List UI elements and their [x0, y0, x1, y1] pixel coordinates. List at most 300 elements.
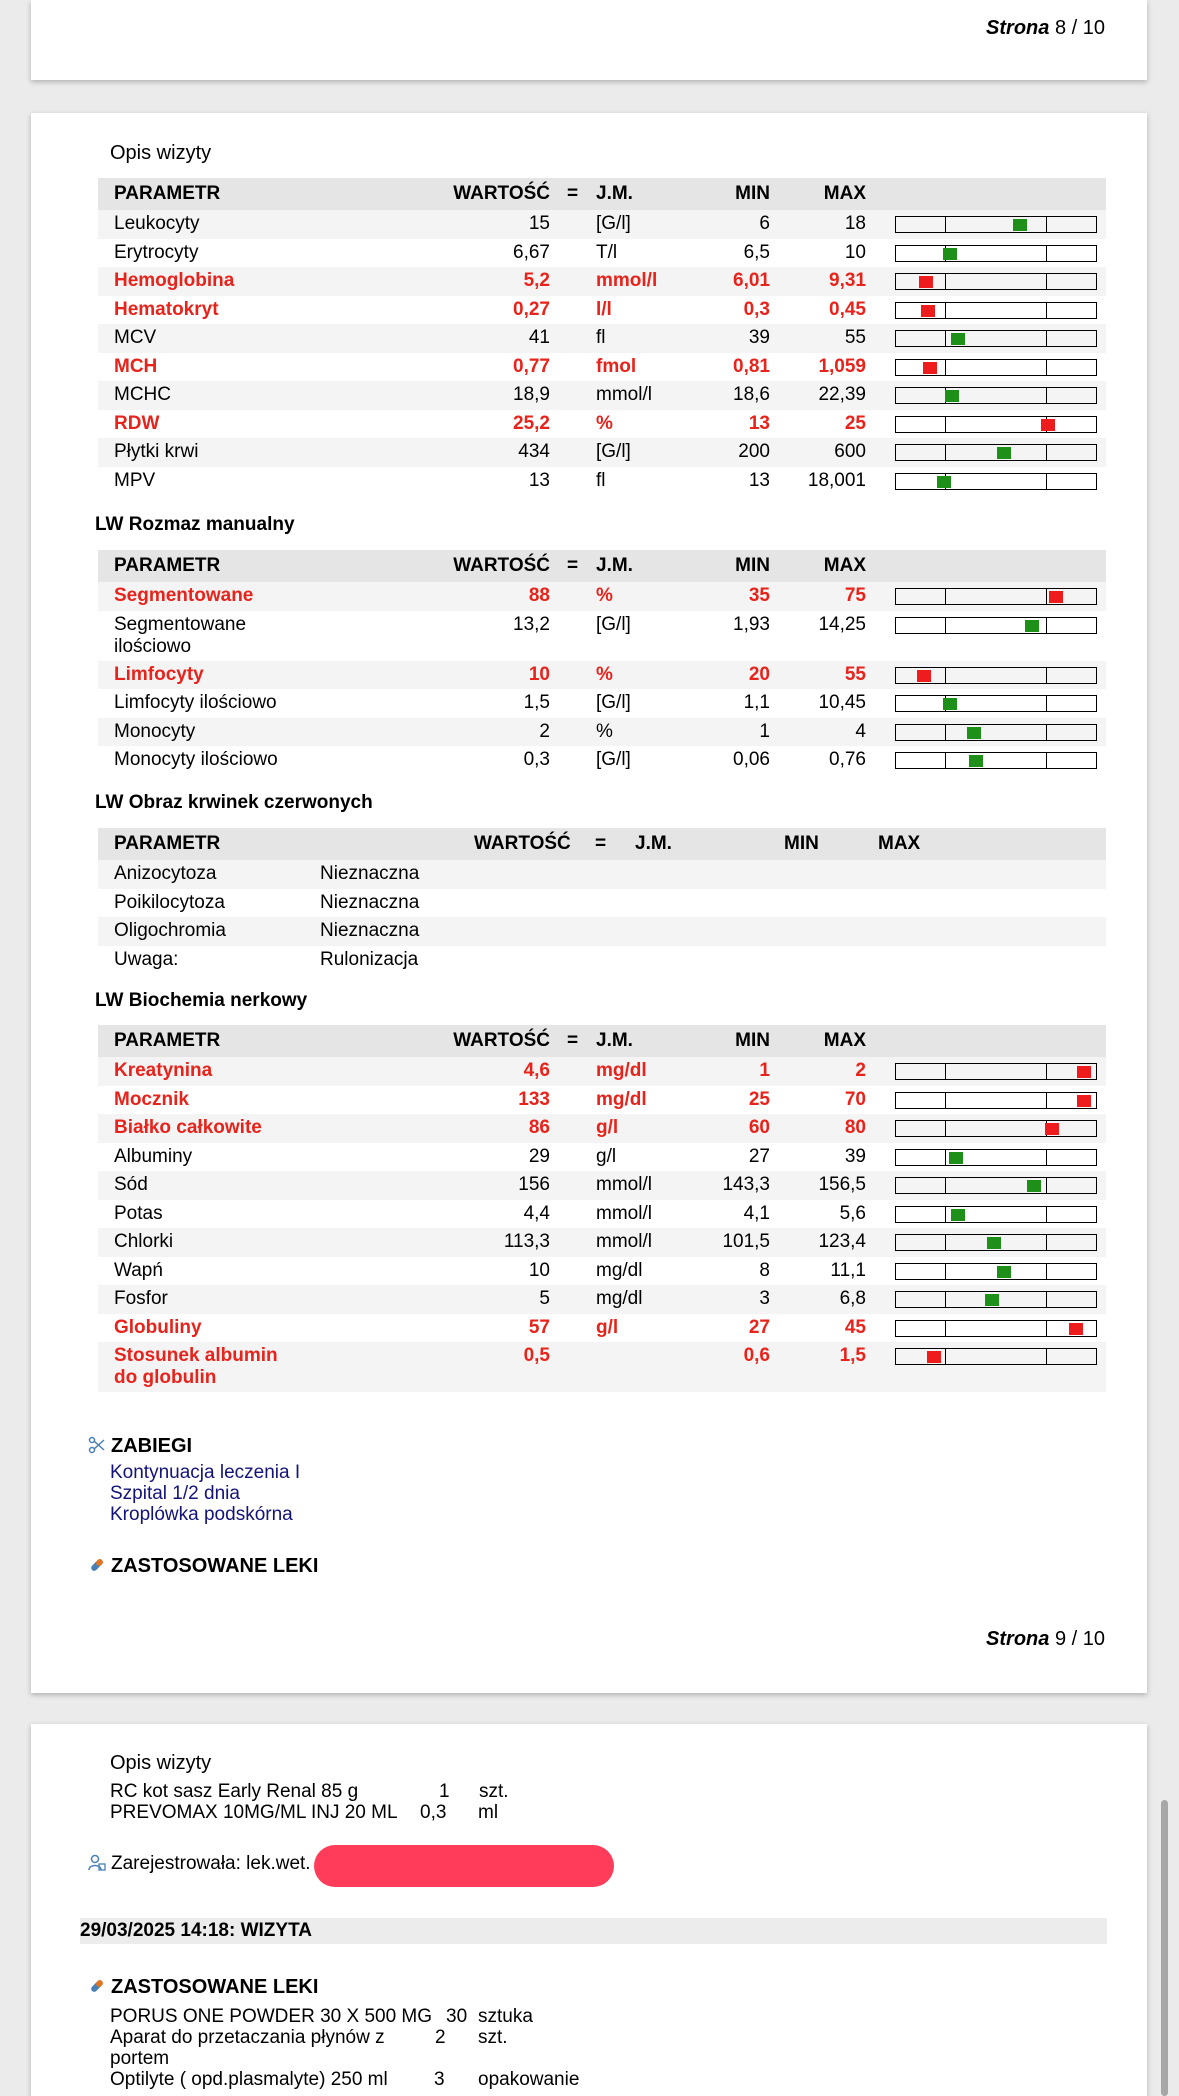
param-name-line: Stosunek albumin — [114, 1345, 278, 1366]
param-max: 18,001 — [807, 469, 866, 491]
abnormal-marker — [919, 276, 933, 288]
range-bar — [895, 1263, 1097, 1280]
pill-icon — [88, 1556, 106, 1574]
param-max: 39 — [844, 1145, 866, 1167]
registered-by: Zarejestrowała: lek.wet. — [111, 1853, 311, 1875]
range-bar — [895, 617, 1097, 634]
table-row — [98, 689, 1106, 718]
param-max: 123,4 — [818, 1231, 866, 1252]
param-value: Nieznaczna — [320, 920, 420, 941]
range-bar-max-tick — [1046, 388, 1047, 403]
param-unit: % — [596, 412, 613, 434]
param-name — [114, 356, 157, 378]
param-name-line: MCV — [114, 327, 157, 348]
normal-marker — [951, 1209, 965, 1221]
param-value: 41 — [528, 327, 550, 348]
table-row — [98, 353, 1106, 382]
param-max: 80 — [844, 1117, 866, 1138]
param-name-line: Hemoglobina — [114, 270, 235, 291]
param-name-line: Monocyty — [114, 720, 196, 742]
range-bar — [895, 695, 1097, 712]
param-unit: mg/dl — [596, 1288, 643, 1309]
param-max: 1,059 — [818, 355, 866, 377]
param-unit: g/l — [596, 1117, 619, 1138]
param-name-line: Limfocyty ilościowo — [114, 692, 277, 713]
param-name: Oligochromia — [114, 920, 226, 941]
param-name — [114, 1117, 262, 1139]
range-bar — [895, 1291, 1097, 1308]
param-min: 101,5 — [722, 1231, 770, 1252]
normal-marker — [1027, 1180, 1041, 1192]
param-name — [114, 1317, 202, 1339]
table-row — [98, 661, 1106, 690]
range-bar — [895, 1320, 1097, 1337]
med-row: Aparat do przetaczania płynów z portem 2 szt. — [110, 2027, 508, 2069]
header-param: PARAMETR — [114, 555, 221, 576]
table-row — [98, 1086, 1106, 1115]
param-name — [114, 1345, 278, 1389]
param-max: 10,45 — [818, 692, 866, 713]
range-bar-min-tick — [945, 589, 946, 604]
param-max: 1,5 — [839, 1345, 866, 1366]
range-bar — [895, 387, 1097, 404]
param-min: 1 — [759, 1060, 770, 1081]
range-bar — [895, 1234, 1097, 1251]
param-name — [114, 614, 246, 658]
param-max: 6,8 — [839, 1288, 866, 1309]
param-unit: [G/l] — [596, 692, 631, 713]
param-name — [114, 213, 200, 235]
param-value: 113,3 — [503, 1231, 550, 1252]
range-bar — [895, 444, 1097, 461]
param-name — [114, 664, 204, 686]
param-value: 25,2 — [513, 412, 550, 434]
drugs-heading: ZASTOSOWANE LEKI — [111, 1555, 318, 1578]
range-bar-max-tick — [1046, 445, 1047, 460]
abnormal-marker — [1041, 419, 1055, 431]
param-unit: mmol/l — [596, 1231, 652, 1252]
param-max: 25 — [844, 412, 866, 434]
range-bar — [895, 1120, 1097, 1137]
param-value: Rulonizacja — [320, 948, 419, 970]
param-unit: mmol/l — [596, 1202, 652, 1224]
table-row — [98, 1228, 1106, 1257]
drugs-heading: ZASTOSOWANE LEKI — [111, 1976, 318, 1999]
param-name — [114, 242, 198, 264]
range-bar-max-tick — [1046, 1235, 1047, 1250]
param-name-line: Segmentowane — [114, 613, 247, 635]
normal-marker — [945, 390, 959, 402]
table-row — [98, 210, 1106, 239]
vet-user-icon — [88, 1854, 106, 1872]
param-name-line: Potas — [114, 1202, 163, 1224]
header-value: WARTOŚĆ — [453, 555, 550, 576]
header-value: WARTOŚĆ — [453, 1030, 550, 1051]
param-value: 156 — [518, 1174, 550, 1195]
param-max: 11,1 — [830, 1259, 866, 1281]
range-bar-min-tick — [945, 445, 946, 460]
visit-description-label: Opis wizyty — [110, 1752, 212, 1774]
param-min: 27 — [748, 1145, 770, 1167]
param-unit: mmol/l — [596, 1174, 652, 1195]
meds-list-1 — [110, 1781, 509, 1823]
table-row — [98, 1057, 1106, 1086]
header-max: MAX — [878, 833, 921, 854]
range-bar — [895, 416, 1097, 433]
table-row — [98, 1171, 1106, 1200]
header-eq: = — [567, 1030, 579, 1051]
param-unit: mmol/l — [596, 270, 658, 291]
param-name — [114, 1174, 148, 1196]
range-bar-max-tick — [1046, 668, 1047, 683]
param-min: 0,3 — [743, 298, 770, 320]
range-bar — [895, 752, 1097, 769]
table-row — [98, 718, 1106, 747]
abnormal-marker — [1045, 1123, 1059, 1135]
param-name-line: Wapń — [114, 1259, 163, 1281]
table-header — [98, 550, 1106, 582]
header-unit: J.M. — [596, 555, 633, 576]
param-max: 2 — [855, 1060, 866, 1081]
param-value: 0,27 — [513, 298, 550, 320]
param-min: 60 — [748, 1117, 770, 1138]
table-row — [98, 917, 1106, 946]
normal-marker — [937, 476, 951, 488]
section-title-obraz: LW Obraz krwinek czerwonych — [95, 792, 373, 813]
param-name-line: Globuliny — [114, 1316, 202, 1338]
param-name-line: Hematokryt — [114, 298, 219, 320]
page-number: Strona 8 / 10 — [986, 17, 1105, 39]
range-bar-min-tick — [945, 1349, 946, 1364]
normal-marker — [967, 727, 981, 739]
param-value: 2 — [539, 720, 550, 742]
header-unit: J.M. — [596, 1030, 633, 1051]
param-min: 4,1 — [743, 1202, 770, 1224]
param-name — [114, 749, 278, 771]
param-min: 200 — [738, 441, 770, 462]
param-value: 4,6 — [523, 1060, 550, 1081]
range-bar — [895, 1177, 1097, 1194]
header-value: WARTOŚĆ — [474, 833, 571, 854]
param-name-line: ilościowo — [114, 635, 192, 657]
param-unit: [G/l] — [596, 749, 631, 770]
header-eq: = — [595, 833, 607, 854]
range-bar-max-tick — [1046, 753, 1047, 768]
param-name-line: RDW — [114, 412, 160, 434]
range-bar — [895, 273, 1097, 290]
range-bar-min-tick — [945, 331, 946, 346]
range-bar-min-tick — [945, 1207, 946, 1222]
param-name: Anizocytoza — [114, 863, 217, 884]
abnormal-marker — [1049, 591, 1063, 603]
range-bar — [895, 1063, 1097, 1080]
param-name — [114, 1060, 212, 1082]
param-name-line: Segmentowane — [114, 585, 254, 606]
param-min: 0,81 — [733, 355, 770, 377]
normal-marker — [997, 447, 1011, 459]
param-name — [114, 1203, 163, 1225]
param-name — [114, 1288, 168, 1310]
param-name — [114, 327, 156, 349]
header-min: MIN — [735, 555, 770, 576]
range-bar-min-tick — [945, 668, 946, 683]
table-header — [98, 1025, 1106, 1057]
param-min: 25 — [748, 1088, 770, 1110]
param-min: 6,5 — [743, 241, 770, 263]
range-bar-max-tick — [1046, 1064, 1047, 1079]
param-name: Poikilocytoza — [114, 891, 225, 913]
range-bar-min-tick — [945, 1264, 946, 1279]
range-bar — [895, 302, 1097, 319]
range-bar-min-tick — [945, 725, 946, 740]
range-bar-max-tick — [1046, 725, 1047, 740]
param-unit: % — [596, 585, 613, 606]
param-value: 0,3 — [523, 749, 550, 770]
header-min: MIN — [784, 833, 819, 854]
table-row — [98, 467, 1106, 496]
param-unit: g/l — [596, 1316, 619, 1338]
range-bar — [895, 1206, 1097, 1223]
param-name — [114, 470, 155, 492]
table-row — [98, 381, 1106, 410]
param-name — [114, 384, 171, 406]
param-max: 45 — [844, 1316, 866, 1338]
range-bar-max-tick — [1046, 246, 1047, 261]
param-max: 70 — [844, 1088, 866, 1110]
param-name — [114, 299, 219, 321]
param-name — [114, 413, 159, 435]
header-eq: = — [567, 555, 579, 576]
range-bar — [895, 473, 1097, 490]
param-max: 14,25 — [818, 613, 866, 635]
param-name-line: Sód — [114, 1174, 148, 1195]
param-name — [114, 692, 277, 714]
visit-header: 29/03/2025 14:18: WIZYTA — [80, 1918, 1107, 1944]
param-name — [114, 721, 195, 743]
param-name — [114, 585, 253, 607]
param-min: 143,3 — [722, 1174, 770, 1195]
range-bar-max-tick — [1046, 1093, 1047, 1108]
param-name-line: Limfocyty — [114, 663, 204, 685]
param-max: 10 — [844, 241, 866, 263]
param-max: 55 — [844, 327, 866, 348]
table-row — [98, 1143, 1106, 1172]
range-bar-min-tick — [945, 360, 946, 375]
param-max: 9,31 — [829, 270, 866, 291]
normal-marker — [1025, 620, 1039, 632]
procedures-heading: ZABIEGI — [111, 1435, 192, 1458]
table-header — [98, 828, 1106, 860]
header-max: MAX — [823, 183, 866, 204]
param-value: 133 — [518, 1088, 550, 1110]
param-value: 88 — [528, 585, 550, 606]
range-bar-min-tick — [945, 217, 946, 232]
param-name-line: Chlorki — [114, 1231, 174, 1252]
med-row: PORUS ONE POWDER 30 X 500 MG 30 sztuka — [110, 2006, 533, 2027]
table-row — [98, 889, 1106, 918]
page-10 — [31, 1724, 1147, 2096]
med-row: PREVOMAX 10MG/ML INJ 20 ML 0,3 ml — [110, 1802, 499, 1823]
param-unit: % — [596, 720, 613, 742]
range-bar-min-tick — [945, 417, 946, 432]
normal-marker — [1013, 219, 1027, 231]
range-bar — [895, 588, 1097, 605]
normal-marker — [951, 333, 965, 345]
header-param: PARAMETR — [114, 183, 221, 204]
header-value: WARTOŚĆ — [453, 183, 550, 204]
range-bar-min-tick — [945, 1178, 946, 1193]
param-value: 5 — [539, 1288, 550, 1309]
page-9 — [31, 113, 1147, 1693]
range-bar — [895, 359, 1097, 376]
meds-list-2 — [110, 2006, 579, 2090]
param-value: 15 — [528, 213, 550, 234]
table-row — [98, 1114, 1106, 1143]
range-bar-max-tick — [1046, 1264, 1047, 1279]
param-min: 13 — [748, 469, 770, 491]
param-min: 3 — [759, 1288, 770, 1309]
normal-marker — [987, 1237, 1001, 1249]
param-name — [114, 1146, 192, 1168]
param-value: 6,67 — [513, 241, 550, 263]
table-row — [98, 410, 1106, 439]
param-unit: l/l — [596, 298, 612, 320]
range-bar — [895, 1348, 1097, 1365]
redaction-mark — [314, 1845, 614, 1887]
table-row — [98, 296, 1106, 325]
param-name-line: MCH — [114, 355, 158, 377]
pill-icon — [88, 1977, 106, 1995]
param-value: Nieznaczna — [320, 891, 420, 913]
section-title-biochem: LW Biochemia nerkowy — [95, 990, 308, 1011]
param-value: 4,4 — [523, 1202, 550, 1224]
param-min: 18,6 — [733, 384, 770, 405]
param-name — [114, 1260, 163, 1282]
procedure-item[interactable]: Kroplówka podskórna — [110, 1504, 293, 1525]
range-bar — [895, 1149, 1097, 1166]
param-value: 0,77 — [513, 355, 550, 377]
param-unit: [G/l] — [596, 441, 631, 462]
range-bar — [895, 330, 1097, 347]
range-bar — [895, 1092, 1097, 1109]
param-name-line: Mocznik — [114, 1088, 189, 1110]
param-unit: T/l — [596, 241, 618, 263]
table-row — [98, 860, 1106, 889]
param-name: Uwaga: — [114, 948, 179, 970]
param-min: 1,1 — [743, 692, 770, 713]
param-max: 18 — [844, 213, 866, 234]
param-min: 6,01 — [733, 270, 770, 291]
table-row — [98, 1257, 1106, 1286]
header-min: MIN — [735, 1030, 770, 1051]
header-min: MIN — [735, 183, 770, 204]
param-name-line: Białko całkowite — [114, 1117, 262, 1138]
med-row: Optilyte ( opd.plasmalyte) 250 ml 3 opakowanie — [110, 2069, 580, 2090]
param-name-line: Fosfor — [114, 1288, 168, 1309]
header-param: PARAMETR — [114, 1030, 221, 1051]
param-name — [114, 270, 234, 292]
range-bar — [895, 216, 1097, 233]
range-bar-min-tick — [945, 1321, 946, 1336]
param-unit: [G/l] — [596, 613, 631, 635]
param-value: Nieznaczna — [320, 863, 420, 884]
param-min: 39 — [748, 327, 770, 348]
param-name-line: do globulin — [114, 1367, 217, 1388]
scrollbar[interactable] — [1161, 1800, 1168, 2096]
range-bar-max-tick — [1046, 1349, 1047, 1364]
range-bar-min-tick — [945, 753, 946, 768]
page-number: Strona 9 / 10 — [986, 1628, 1105, 1650]
range-bar-max-tick — [1046, 360, 1047, 375]
range-bar-min-tick — [945, 1093, 946, 1108]
range-bar-min-tick — [945, 618, 946, 633]
scissors-icon — [88, 1436, 106, 1454]
param-value: 13,2 — [513, 613, 550, 635]
table-row — [98, 1342, 1106, 1392]
param-unit: % — [596, 663, 613, 685]
range-bar-min-tick — [945, 1292, 946, 1307]
range-bar — [895, 245, 1097, 262]
range-bar — [895, 667, 1097, 684]
param-max: 55 — [844, 663, 866, 685]
section-title-rozmaz: LW Rozmaz manualny — [95, 514, 295, 535]
param-min: 35 — [748, 585, 770, 606]
param-name-line: Erytrocyty — [114, 241, 199, 263]
abnormal-marker — [917, 670, 931, 682]
param-unit: mg/dl — [596, 1060, 647, 1081]
procedures-list — [110, 1462, 300, 1525]
visit-description-label: Opis wizyty — [110, 142, 212, 164]
range-bar-max-tick — [1046, 1178, 1047, 1193]
range-bar-max-tick — [1046, 217, 1047, 232]
table-row — [98, 746, 1106, 775]
param-min: 1 — [759, 720, 770, 742]
normal-marker — [985, 1294, 999, 1306]
normal-marker — [943, 248, 957, 260]
param-name — [114, 441, 198, 463]
header-eq: = — [567, 183, 579, 204]
range-bar-max-tick — [1046, 303, 1047, 318]
range-bar — [895, 724, 1097, 741]
header-max: MAX — [823, 555, 866, 576]
param-unit: fmol — [596, 355, 637, 377]
param-name-line: Kreatynina — [114, 1060, 213, 1081]
param-unit: mg/dl — [596, 1088, 647, 1110]
param-max: 156,5 — [818, 1174, 866, 1195]
abnormal-marker — [923, 362, 937, 374]
procedure-item[interactable]: Kontynuacja leczenia I — [110, 1462, 301, 1483]
param-value: 86 — [528, 1117, 550, 1138]
table-row — [98, 582, 1106, 611]
range-bar-max-tick — [1046, 1150, 1047, 1165]
range-bar-min-tick — [945, 274, 946, 289]
param-min: 8 — [759, 1259, 770, 1281]
range-bar-max-tick — [1046, 474, 1047, 489]
normal-marker — [949, 1152, 963, 1164]
header-unit: J.M. — [635, 833, 672, 854]
table-row — [98, 324, 1106, 353]
procedure-item[interactable]: Szpital 1/2 dnia — [110, 1483, 240, 1504]
param-name — [114, 1089, 189, 1111]
normal-marker — [969, 755, 983, 767]
range-bar-min-tick — [945, 1150, 946, 1165]
param-unit: fl — [596, 469, 606, 491]
table-header — [98, 178, 1106, 210]
range-bar-max-tick — [1046, 1207, 1047, 1222]
table-row — [98, 611, 1106, 661]
range-bar-max-tick — [1046, 696, 1047, 711]
table-row — [98, 1200, 1106, 1229]
